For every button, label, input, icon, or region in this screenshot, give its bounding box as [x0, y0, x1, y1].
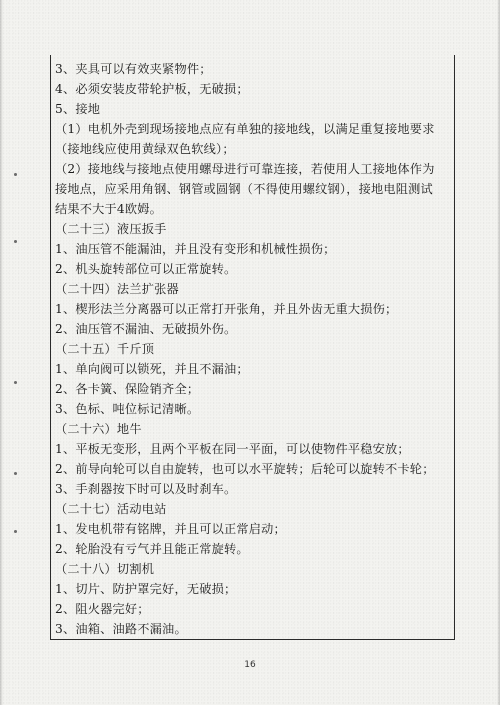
text-line: 5、接地: [55, 102, 101, 116]
text-line: 3、手刹器按下时可以及时刹车。: [55, 482, 237, 496]
content-frame: [50, 55, 455, 640]
text-body: [55, 59, 452, 640]
text-line: 1、油压管不能漏油，并且没有变形和机械性损伤；: [55, 242, 336, 256]
text-line: 2、阻火器完好；: [55, 602, 150, 616]
section-heading: （二十三）液压扳手: [55, 222, 167, 236]
section-heading: （二十七）活动电站: [55, 502, 167, 516]
text-line: 结果不大于4欧姆。: [55, 202, 163, 216]
text-line: （接地线应使用黄绿双色软线）；: [55, 142, 235, 156]
text-line: 2、轮胎没有亏气并且能正常旋转。: [55, 542, 249, 556]
text-line: 1、切片、防护罩完好，无破损；: [55, 582, 237, 596]
section-heading: （二十八）切割机: [55, 562, 155, 576]
text-line: 接地点，应采用角钢、钢管或圆钢（不得使用螺纹钢），接地电阻测试: [55, 182, 433, 196]
text-line: 3、色标、吨位标记清晰。: [55, 402, 200, 416]
text-line: 1、单向阀可以锁死，并且不漏油；: [55, 362, 249, 376]
scan-speck: [14, 173, 17, 176]
section-heading: （二十四）法兰扩张器: [55, 282, 179, 296]
text-line: 2、机头旋转部位可以正常旋转。: [55, 262, 237, 276]
text-line: 3、夹具可以有效夹紧物件；: [55, 62, 212, 76]
scan-speck: [14, 381, 17, 384]
text-line: 2、各卡簧、保险销齐全；: [55, 382, 200, 396]
text-line: 1、楔形法兰分离器可以正常打开张角，并且外齿无重大损伤；: [55, 302, 398, 316]
text-line: 2、前导向轮可以自由旋转，也可以水平旋转；后轮可以旋转不卡轮；: [55, 462, 435, 476]
text-line: 3、油箱、油路不漏油。: [55, 622, 187, 636]
text-line: （1）电机外壳到现场接地点应有单独的接地线，以满足重复接地要求: [55, 122, 435, 136]
text-line: 2、油压管不漏油、无破损外伤。: [55, 322, 237, 336]
text-line: （2）接地线与接地点使用螺母进行可靠连接，若使用人工接地体作为: [55, 162, 435, 176]
page-number: 16: [244, 660, 256, 670]
scan-speck: [14, 530, 17, 533]
text-line: 1、发电机带有铭牌，并且可以正常启动；: [55, 522, 286, 536]
scan-speck: [14, 472, 17, 475]
section-heading: [55, 639, 452, 640]
scan-speck: [14, 240, 17, 243]
left-scan-edge: [0, 0, 3, 705]
text-line: 4、必须安装皮带轮护板，无破损；: [55, 82, 249, 96]
text-line: 1、平板无变形，且两个平板在同一平面，可以使物件平稳安放；: [55, 442, 410, 456]
section-heading: （二十五）千斤顶: [55, 342, 155, 356]
section-heading: （二十六）地牛: [55, 422, 142, 436]
